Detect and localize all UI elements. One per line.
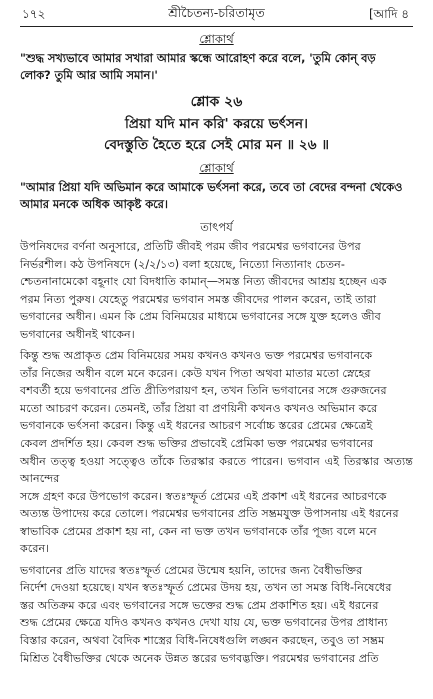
verse-heading: শ্লোক ২৬	[190, 94, 243, 110]
text-line: বশবর্তী হয়ে ভগবানের প্রতি প্রীতিপরায়ণ হন, তখন তিনি ভগবানের সঙ্গে গুরুজনের	[20, 384, 387, 398]
text-line: নির্দেশ দেওয়া হয়েছে। যখন স্বতঃস্ফূর্ত প্রেমের উদয় হয়, তখন তা সমস্ত বিধি-নিষেধের	[20, 581, 392, 595]
translation-text	[20, 50, 413, 84]
text-line: ভগবানকে ভর্ৎসনা করেন। কিন্তু এই ধরনের আচরণ সর্বোচ্চ স্তরের প্রেমের ক্ষেত্রেই	[20, 419, 373, 433]
text-line: লোক? তুমি আর আমি সমান।'	[20, 69, 158, 82]
purport-paragraph	[20, 238, 413, 343]
text-line: উপনিষদের বর্ণনা অনুসারে, প্রতিটি জীবই পরম জীব পরমেশ্বর ভগবানের উপর	[20, 240, 361, 253]
purport-label: তাৎপর্য	[200, 220, 233, 234]
text-line: বিস্তার করেন, অথবা বৈদিক শাস্ত্রের বিধি-নিষেধগুলি লঙ্ঘন করছেন, তবুও তা সম্ভ্রম	[20, 634, 385, 648]
running-title: শ্রীচৈতন্য-চরিতামৃত	[168, 5, 265, 20]
text-line: স্বাভাবিক প্রেমের প্রকাশ হয় না, কেন না ভক্ত তখন ভগবানকে তাঁর পূজ্য বলে মনে	[20, 524, 377, 538]
verse	[20, 114, 413, 156]
verse-line: বেদস্তুতি হৈতে হরে সেই মোর মন ॥ ২৬ ॥	[103, 137, 330, 153]
text-line: কেবল প্রদর্শিত হয়। কেবল শুদ্ধ ভক্তির প্রভাবেই প্রেমিকা ভক্ত পরমেশ্বর ভগবানের	[20, 437, 374, 451]
page-number: ১৭২	[22, 7, 46, 21]
purport-paragraph	[20, 562, 413, 667]
purport-paragraph	[20, 347, 413, 558]
page-header	[20, 0, 413, 27]
text-line: তাঁর নিজের অধীন বলে মনে করেন। কেউ যখন পিতা অথবা মাতার মতো স্নেহের	[20, 366, 371, 380]
text-line: "আমার প্রিয়া যদি অভিমান করে আমাকে ভর্ৎসনা করে, তবে তা বেদের বন্দনা থেকেও	[20, 181, 403, 194]
text-line: নির্ভরশীল। কঠ উপনিষদে (২/২/১৩) বলা হয়েছে, নিত্যো নিত্যানাং চেতন-	[20, 257, 345, 271]
text-line: অত্যন্ত উপাদেয় করে তোলে। পরমেশ্বর ভগবানের প্রতি সম্ভ্রমযুক্ত উপাসনায় এই ধরনের	[20, 507, 399, 521]
text-line: শুদ্ধ প্রেমের ক্ষেত্রে যদিও কখনও কখনও দেখা যায় যে, ভক্ত ভগবানের উপর প্রাধান্য	[20, 616, 388, 630]
text-line: মতো আচরণ করেন। তেমনই, তাঁর প্রিয়া বা প্রণয়িনী কখনও কখনও অভিমান করে	[20, 401, 378, 415]
translation-label: শ্লোকার্থ	[199, 32, 234, 46]
text-line: স্তর অতিক্রম করে এবং ভগবানের সঙ্গে ভক্তের শুদ্ধ প্রেম প্রকাশিত হয়। এই ধরনের	[20, 598, 379, 612]
chapter-tag: [আদি ৪	[368, 7, 409, 21]
text-line: শ্চেতনানামেকো বহূনাং যো বিদধাতি কামান্‌—সমস্ত নিত্য জীবদের আশ্রয় হচ্ছেন এক	[20, 275, 387, 289]
verse-line: প্রিয়া যদি মান করি' করয়ে ভর্ৎসন।	[125, 116, 308, 132]
text-line: আমার মনকে অধিক আকৃষ্ট করে।	[20, 198, 168, 211]
text-line: সঙ্গে গ্রহণ করে উপভোগ করেন। স্বতঃস্ফূর্ত প্রেমের এই প্রকাশ এই ধরনের আচরণকে	[20, 489, 387, 503]
text-line: করেন।	[20, 542, 50, 556]
text-line: "শুদ্ধ সখ্যভাবে আমার সখারা আমার স্কন্ধে আরোহণ করে বলে, 'তুমি কোন্‌ বড়	[20, 52, 376, 65]
text-line: অধীন তত্ত্ব হওয়া সত্ত্বেও তাঁকে তিরস্কার করতে পারেন। ভগবান এই তিরস্কার অত্যন্ত আনন্দের	[20, 454, 413, 486]
text-line: মিশ্রিত বৈধীভক্তির থেকে অনেক উন্নত স্তরের ভগবদ্ভক্তি। পরমেশ্বর ভগবানের প্রতি	[20, 651, 379, 665]
text-line: ভগবানের প্রতি যাদের স্বতঃস্ফূর্ত প্রেমের উন্মেষ হয়নি, তাদের জন্য বৈধীভক্তির	[20, 563, 363, 577]
text-line: ভগবানের অধীনই থাকেন।	[20, 327, 135, 341]
text-line: পরম নিত্য পুরুষ। যেহেতু পরমেশ্বর ভগবান সমস্ত জীবদের পালন করেন, তাই তারা	[20, 292, 377, 306]
text-line: ভগবানের অধীন। এমন কি প্রেম বিনিময়ের মাধ্যমে ভগবানের সঙ্গে যুক্ত হলেও জীব	[20, 310, 381, 324]
translation-text	[20, 179, 413, 213]
translation-label: শ্লোকার্থ	[199, 161, 234, 175]
text-line: কিন্তু শুদ্ধ অপ্রাকৃত প্রেম বিনিময়ের সময় কখনও কখনও ভক্ত পরমেশ্বর ভগবানকে	[20, 349, 373, 363]
